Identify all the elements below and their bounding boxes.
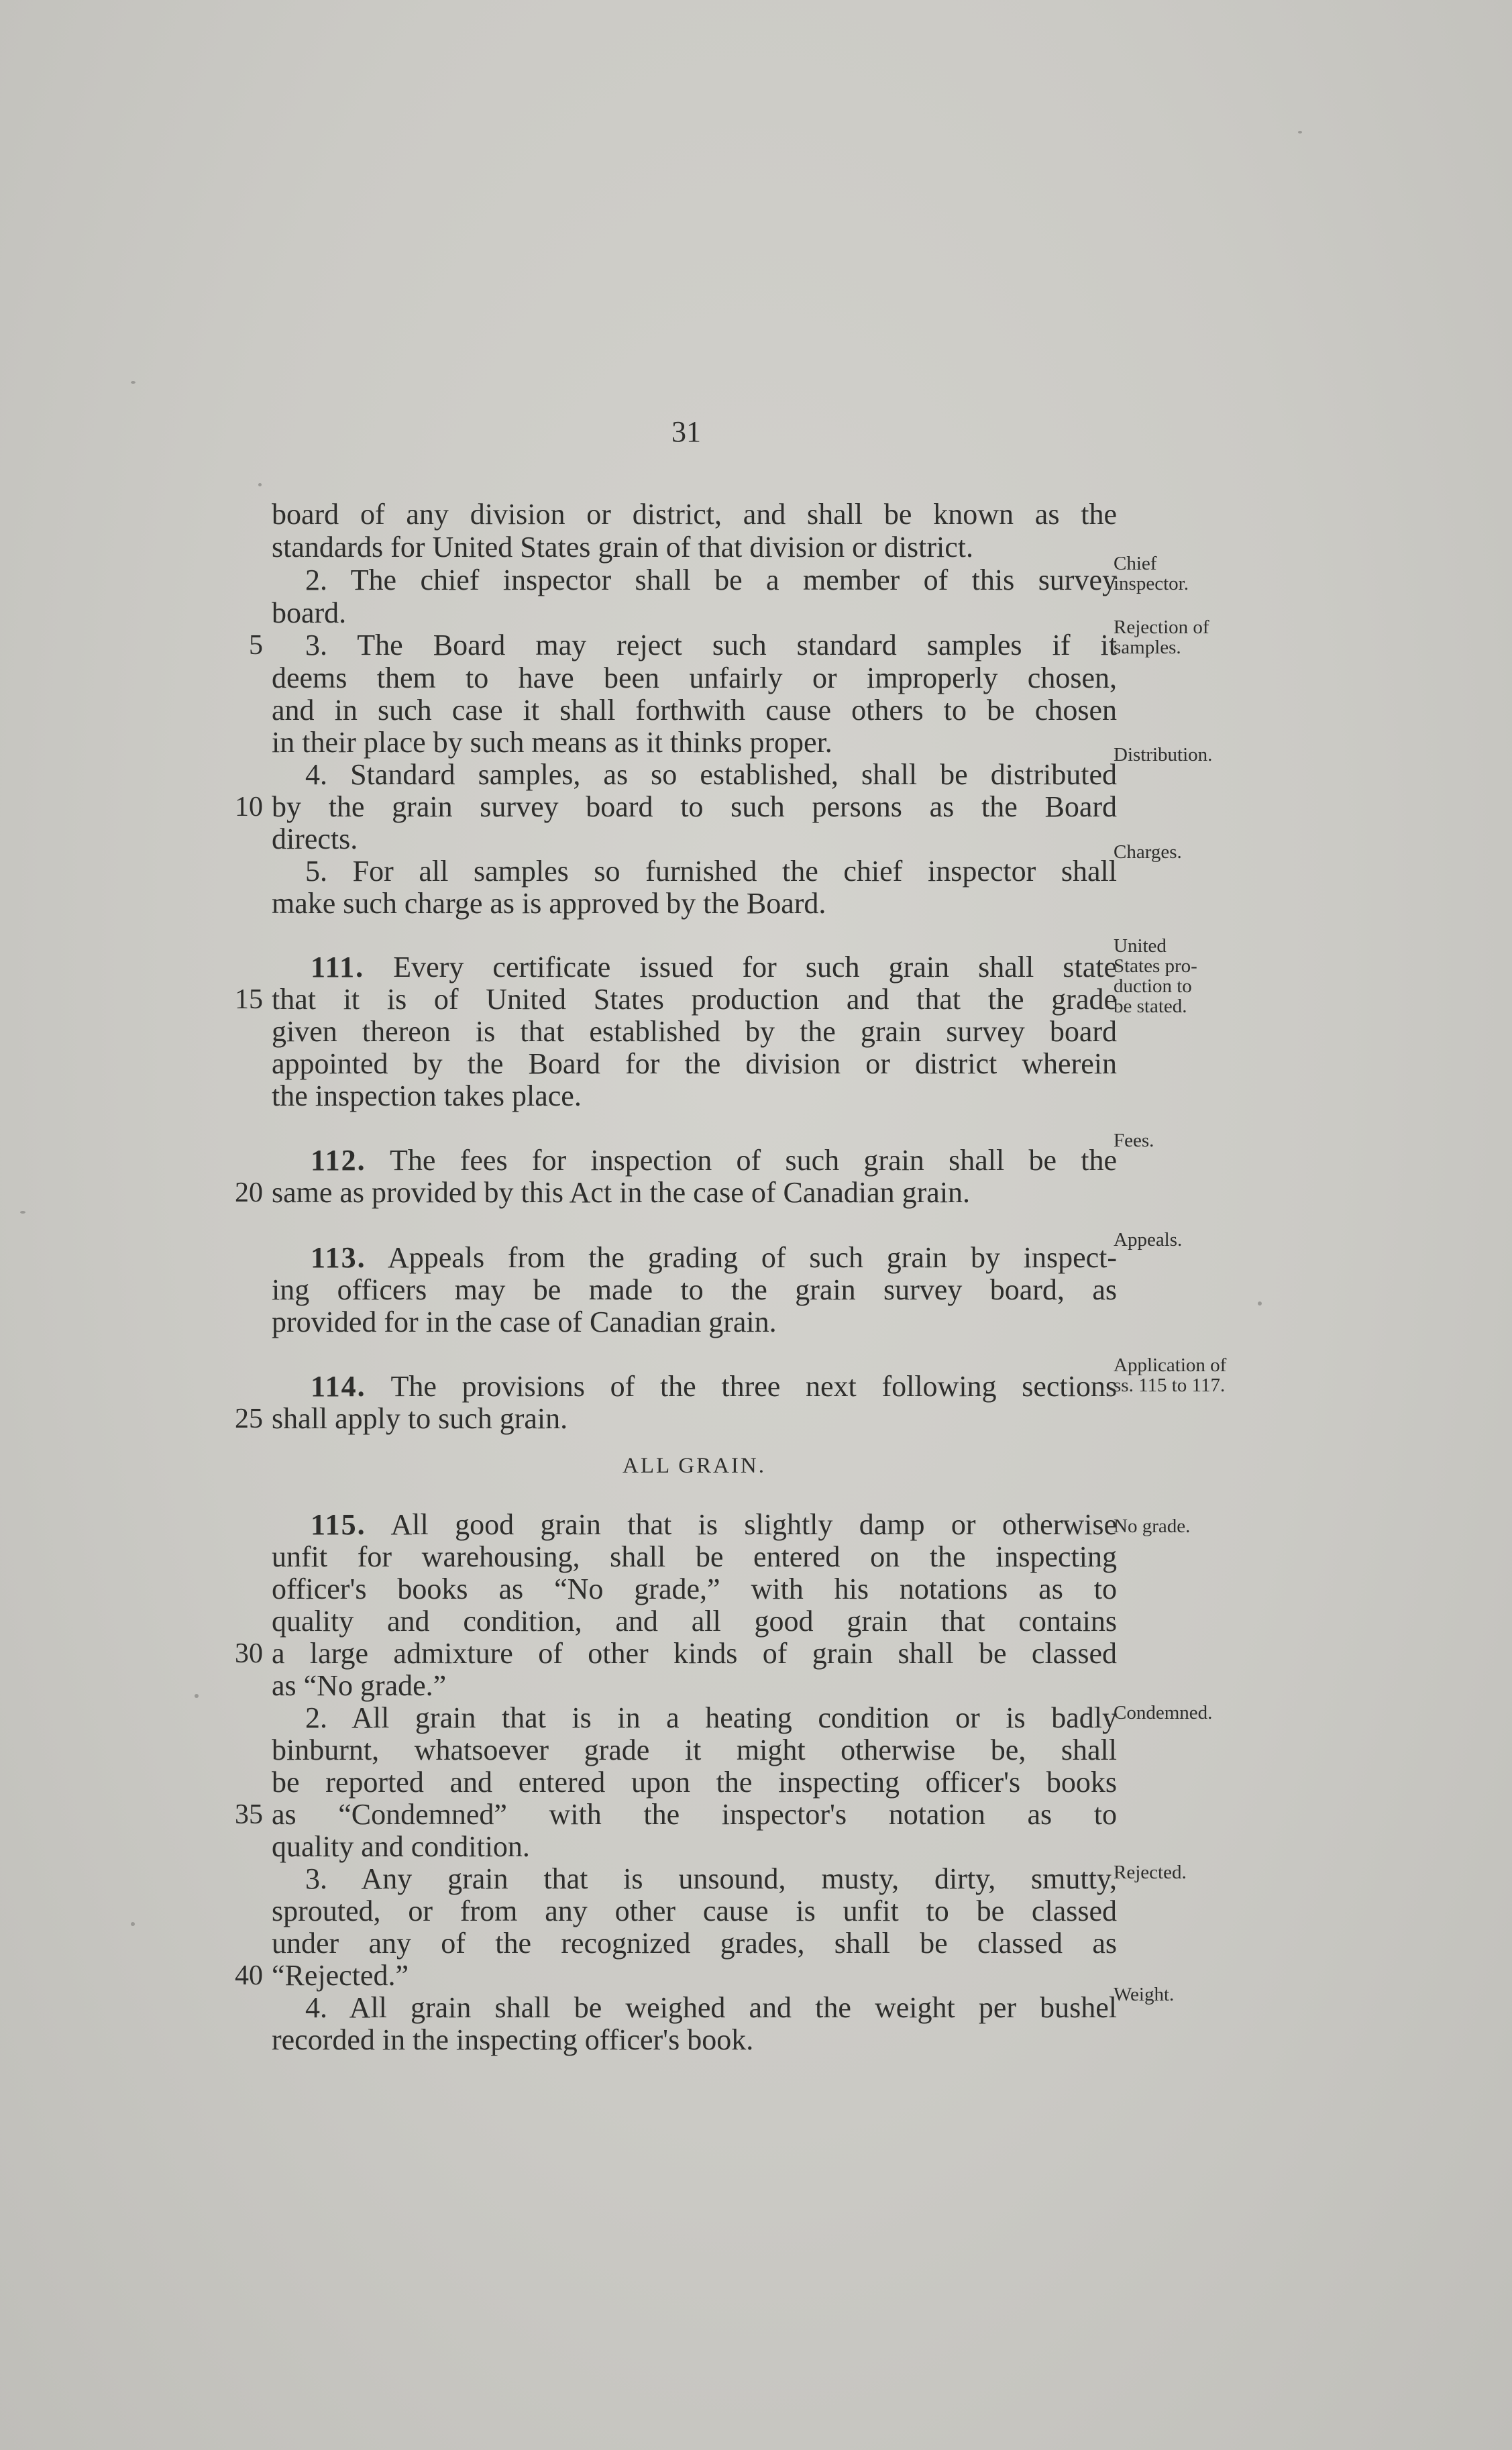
paper-speck bbox=[20, 1211, 25, 1214]
line-text: a large admixture of other kinds of grain shall be classed bbox=[272, 1637, 1117, 1670]
line-text: board. bbox=[272, 596, 347, 629]
text-line bbox=[272, 1015, 1117, 1049]
line-text: The fees for inspection of such grain shall be the bbox=[366, 1144, 1117, 1177]
section-number: 111. bbox=[311, 951, 365, 983]
line-text: officer's books as “No grade,” with his notations as to bbox=[272, 1573, 1117, 1605]
text-line bbox=[272, 1144, 1117, 1177]
text-line bbox=[272, 1798, 1117, 1831]
line-text: ing officers may be made to the grain survey board, as bbox=[272, 1273, 1117, 1306]
paper-speck bbox=[195, 1694, 199, 1698]
line-text: given thereon is that established by the grain survey board bbox=[272, 1015, 1117, 1048]
line-text: standards for United States grain of that division or district. bbox=[272, 531, 974, 564]
line-text: same as provided by this Act in the case of Canadian grain. bbox=[272, 1176, 971, 1209]
marginal-note: Fees. bbox=[1114, 1130, 1154, 1151]
text-line bbox=[272, 1991, 1117, 2025]
line-number: 35 bbox=[235, 1799, 263, 1830]
marginal-note: United States pro- duction to be stated. bbox=[1114, 935, 1197, 1017]
text-line bbox=[272, 1669, 1117, 1703]
section-number: 115. bbox=[311, 1508, 366, 1541]
text-line bbox=[272, 1637, 1117, 1670]
line-number: 20 bbox=[235, 1177, 263, 1208]
section-number: 114. bbox=[311, 1370, 366, 1403]
line-text: 3. The Board may reject such standard samples if it bbox=[305, 629, 1117, 661]
line-text: “Rejected.” bbox=[272, 1959, 409, 1992]
text-line bbox=[272, 2023, 1117, 2057]
line-text: binburnt, whatsoever grade it might otherwise be, shall bbox=[272, 1734, 1117, 1766]
line-text: and in such case it shall forthwith cause others to be chosen bbox=[272, 694, 1117, 727]
text-line bbox=[272, 790, 1117, 824]
marginal-note: Charges. bbox=[1114, 841, 1182, 863]
line-text: All good grain that is slightly damp or otherwise bbox=[366, 1508, 1117, 1541]
text-line bbox=[272, 1176, 1117, 1210]
line-number: 40 bbox=[235, 1960, 263, 1991]
line-text: that it is of United States production and that the grade bbox=[272, 983, 1117, 1016]
text-line bbox=[272, 1830, 1117, 1864]
paper-speck bbox=[258, 483, 262, 486]
line-text: deems them to have been unfairly or improperly chosen, bbox=[272, 661, 1117, 694]
text-line bbox=[272, 694, 1117, 727]
text-line bbox=[272, 1766, 1117, 1799]
text-line bbox=[272, 1734, 1117, 1767]
line-text: in their place by such means as it thinks proper. bbox=[272, 726, 832, 759]
line-text: appointed by the Board for the division or district wherein bbox=[272, 1047, 1117, 1080]
text-line bbox=[272, 1605, 1117, 1638]
text-line bbox=[272, 596, 1117, 630]
text-line bbox=[272, 1306, 1117, 1339]
text-line bbox=[272, 1241, 1117, 1275]
line-text: sprouted, or from any other cause is unfit to be classed bbox=[272, 1895, 1117, 1927]
text-line bbox=[272, 531, 1117, 564]
line-text: 4. Standard samples, as so established, shall be distributed bbox=[305, 758, 1117, 791]
section-heading bbox=[272, 1449, 1117, 1483]
text-line bbox=[272, 661, 1117, 695]
paper-speck bbox=[1258, 1301, 1262, 1306]
text-line bbox=[272, 887, 1117, 920]
line-text: under any of the recognized grades, shall be classed as bbox=[272, 1927, 1117, 1960]
text-line bbox=[272, 758, 1117, 792]
line-text: the inspection takes place. bbox=[272, 1079, 582, 1112]
marginal-note: Condemned. bbox=[1114, 1702, 1213, 1723]
line-number: 15 bbox=[235, 984, 263, 1015]
text-line bbox=[272, 1273, 1117, 1307]
line-text: recorded in the inspecting officer's book. bbox=[272, 2023, 754, 2056]
line-text: Every certificate issued for such grain shall state bbox=[364, 951, 1117, 983]
line-text: ALL GRAIN. bbox=[623, 1454, 766, 1478]
line-text: 5. For all samples so furnished the chief inspector shall bbox=[305, 855, 1117, 888]
text-line bbox=[272, 629, 1117, 662]
line-text: quality and condition, and all good grain that contains bbox=[272, 1605, 1117, 1638]
marginal-note: Distribution. bbox=[1114, 744, 1213, 765]
text-line bbox=[272, 1370, 1117, 1403]
line-text: 2. The chief inspector shall be a member of this survey bbox=[305, 564, 1117, 596]
line-text: directs. bbox=[272, 822, 358, 855]
line-text: by the grain survey board to such persons as the Board bbox=[272, 790, 1117, 823]
text-line bbox=[272, 726, 1117, 759]
line-text: 4. All grain shall be weighed and the weight per bushel bbox=[305, 1991, 1117, 2024]
text-line bbox=[272, 1508, 1117, 1542]
line-text: board of any division or district, and shall be known as the bbox=[272, 498, 1117, 531]
paper-speck bbox=[131, 1922, 135, 1926]
line-number: 10 bbox=[235, 792, 263, 822]
line-text: make such charge as is approved by the Board. bbox=[272, 887, 826, 920]
text-line bbox=[272, 1927, 1117, 1960]
paper-speck bbox=[131, 381, 136, 384]
text-line bbox=[272, 1573, 1117, 1606]
line-text: 2. All grain that is in a heating condition or is badly bbox=[305, 1701, 1117, 1734]
marginal-note: No grade. bbox=[1114, 1515, 1191, 1537]
line-text: 3. Any grain that is unsound, musty, dirty, smutty, bbox=[305, 1862, 1117, 1895]
line-text: shall apply to such grain. bbox=[272, 1402, 568, 1435]
marginal-note: Weight. bbox=[1114, 1984, 1175, 2005]
text-line bbox=[272, 1540, 1117, 1574]
text-line bbox=[272, 855, 1117, 888]
line-text: as “No grade.” bbox=[272, 1669, 447, 1702]
line-text: quality and condition. bbox=[272, 1830, 530, 1863]
marginal-note: Appeals. bbox=[1114, 1229, 1183, 1250]
text-line bbox=[272, 983, 1117, 1016]
section-number: 112. bbox=[311, 1144, 366, 1177]
text-line bbox=[272, 1862, 1117, 1896]
section-number: 113. bbox=[311, 1241, 366, 1274]
text-line bbox=[272, 498, 1117, 531]
text-line bbox=[272, 1079, 1117, 1113]
page-number: 31 bbox=[671, 415, 701, 448]
line-text: The provisions of the three next following sections bbox=[366, 1370, 1117, 1403]
line-number: 25 bbox=[235, 1403, 263, 1434]
text-line bbox=[272, 1959, 1117, 1992]
text-line bbox=[272, 1047, 1117, 1081]
line-number: 30 bbox=[235, 1638, 263, 1669]
marginal-note: Chief inspector. bbox=[1114, 553, 1189, 594]
text-line bbox=[272, 951, 1117, 984]
marginal-note: Rejection of samples. bbox=[1114, 617, 1209, 658]
text-line bbox=[272, 822, 1117, 856]
marginal-note: Application of ss. 115 to 117. bbox=[1114, 1354, 1227, 1396]
line-text: provided for in the case of Canadian grain. bbox=[272, 1306, 777, 1338]
paper-speck bbox=[1298, 131, 1302, 134]
line-text: as “Condemned” with the inspector's notation as to bbox=[272, 1798, 1117, 1831]
text-line bbox=[272, 564, 1117, 597]
line-text: be reported and entered upon the inspecting officer's books bbox=[272, 1766, 1117, 1799]
marginal-note: Rejected. bbox=[1114, 1862, 1187, 1883]
text-line bbox=[272, 1701, 1117, 1735]
text-line bbox=[272, 1895, 1117, 1928]
line-text: unfit for warehousing, shall be entered on the inspecting bbox=[272, 1540, 1117, 1573]
text-line bbox=[272, 1402, 1117, 1436]
line-text: Appeals from the grading of such grain by inspect- bbox=[366, 1241, 1117, 1274]
line-number: 5 bbox=[249, 630, 263, 661]
